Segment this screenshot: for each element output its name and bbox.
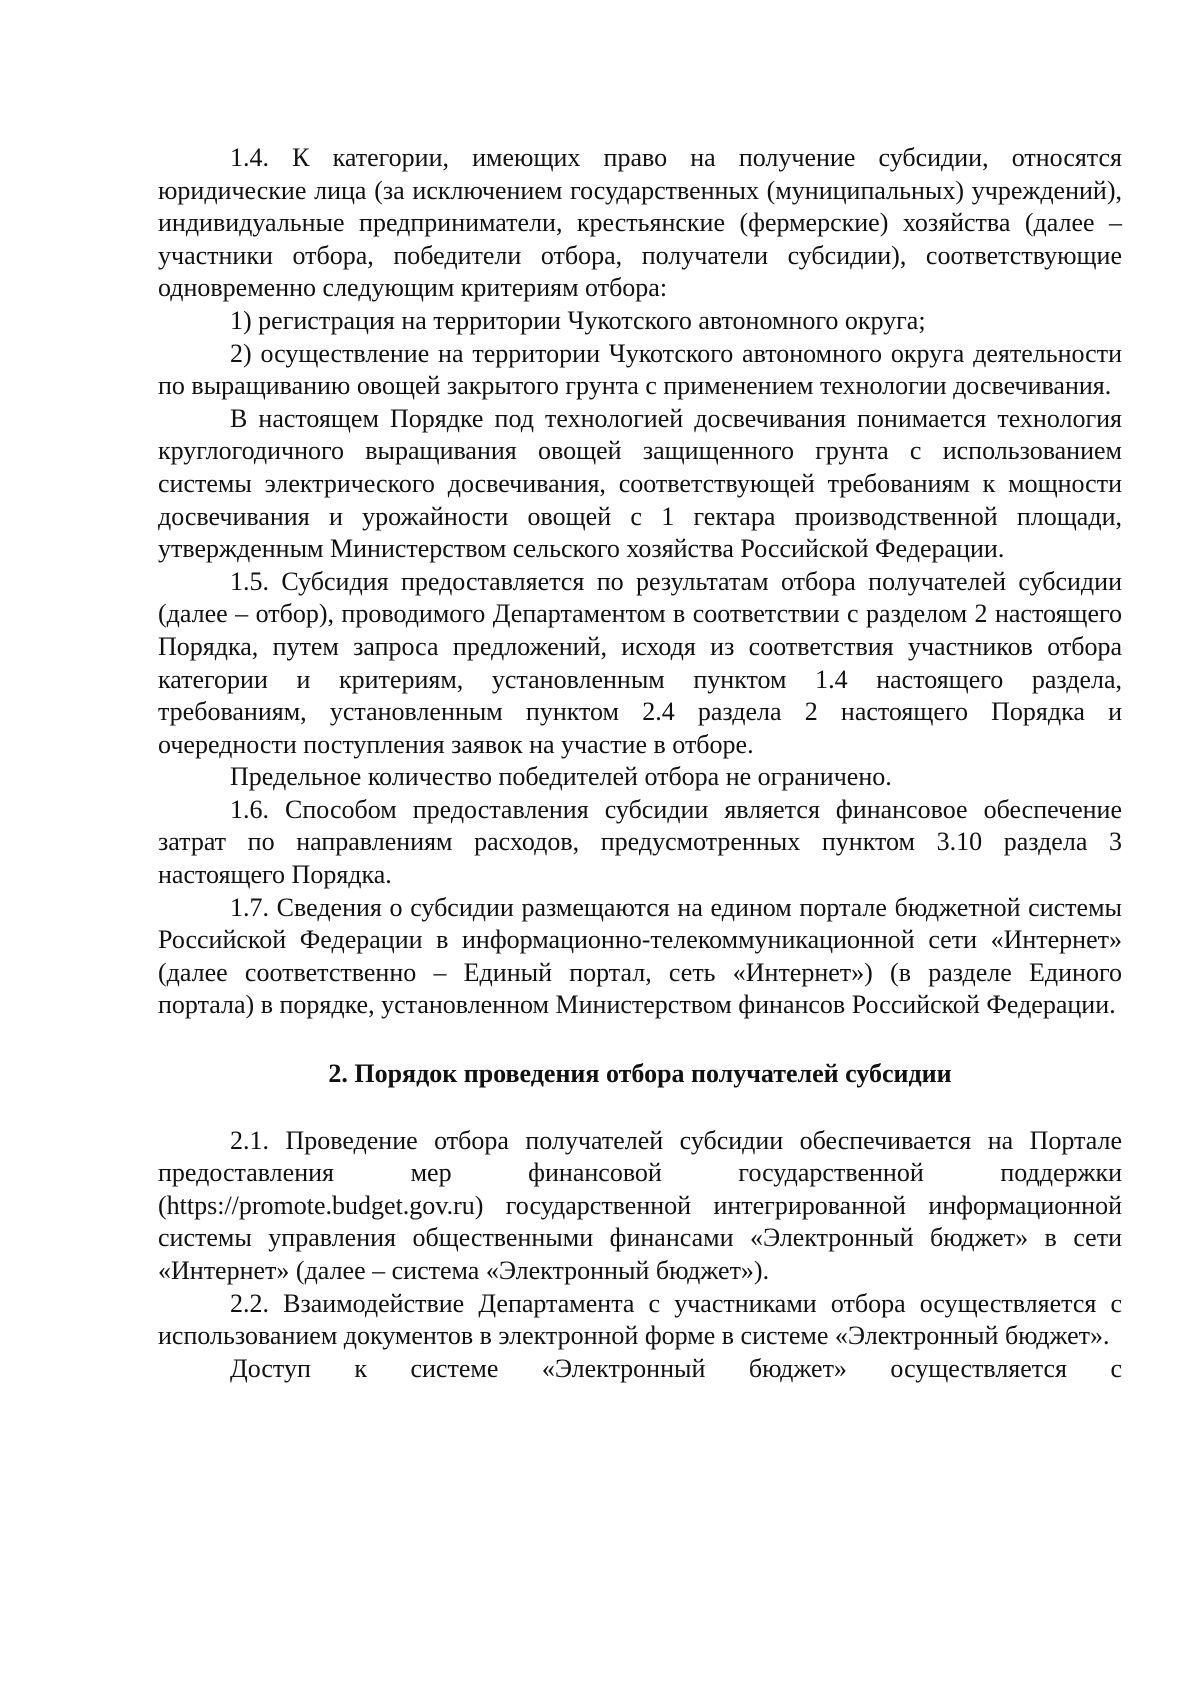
paragraph-lighting-technology: В настоящем Порядке под технологией досвечивания понимается технология круглогодичного выращивания овощей защищенного грунта с использованием системы электрического досвечивания, соответствующей требованиям к мощности досвечивания и урожайности овощей с 1 гектара производственной площади, утвержденным Министерством сельского хозяйства Российской Федерации. <box>158 403 1122 564</box>
paragraph-1-4: 1.4. К категории, имеющих право на получение субсидии, относятся юридические лица (за исключением государственных (муниципальных) учреждений), индивидуальные предприниматели, крестьянские (фермерские) хозяйства (далее – участники отбора, победители отбора, получатели субсидии), соответствующие одновременно следующим критериям отбора: <box>158 143 1122 303</box>
paragraph-2-2: 2.2. Взаимодействие Департамента с участниками отбора осуществляется с использованием документов в электронной форме в системе «Электронный бюджет». <box>158 1288 1122 1351</box>
section-2-heading: 2. Порядок проведения отбора получателей субсидии <box>328 1059 952 1089</box>
paragraph-1-5: 1.5. Субсидия предоставляется по результатам отбора получателей субсидии (далее – отбор), проводимого Департаментом в соответствии с разделом 2 настоящего Порядка, путем запроса предложений, исходя из соответствия участников отбора категории и критериям, установленным пунктом 1.4 настоящего раздела, требованиям, установленным пунктом 2.4 раздела 2 настоящего Порядка и очередности поступления заявок на участие в отборе. <box>158 566 1122 759</box>
paragraph-1-7: 1.7. Сведения о субсидии размещаются на едином портале бюджетной системы Российской Федерации в информационно-телекоммуникационной сети «Интернет» (далее соответственно – Единый портал, сеть «Интернет») (в разделе Единого портала) в порядке, установленном Министерством финансов Российской Федерации. <box>158 892 1122 1020</box>
paragraph-criterion-1: 1) регистрация на территории Чукотского автономного округа; <box>230 305 926 335</box>
paragraph-access: Доступ к системе «Электронный бюджет» осуществляется с <box>230 1353 1122 1383</box>
paragraph-winners-limit: Предельное количество победителей отбора не ограничено. <box>230 762 892 792</box>
paragraph-1-6: 1.6. Способом предоставления субсидии является финансовое обеспечение затрат по направлениям расходов, предусмотренных пунктом 3.10 раздела 3 настоящего Порядка. <box>158 794 1122 890</box>
paragraph-2-1: 2.1. Проведение отбора получателей субсидии обеспечивается на Портале предоставления мер финансовой государственной поддержки (https://promote.budget.gov.ru) государственной интегрированной информационной системы управления общественными финансами «Электронный бюджет» в сети «Интернет» (далее – система «Электронный бюджет»). <box>158 1125 1122 1285</box>
document-body <box>158 142 1122 1385</box>
paragraph-criterion-2: 2) осуществление на территории Чукотского автономного округа деятельности по выращиванию овощей закрытого грунта с применением технологии досвечивания. <box>158 338 1122 401</box>
